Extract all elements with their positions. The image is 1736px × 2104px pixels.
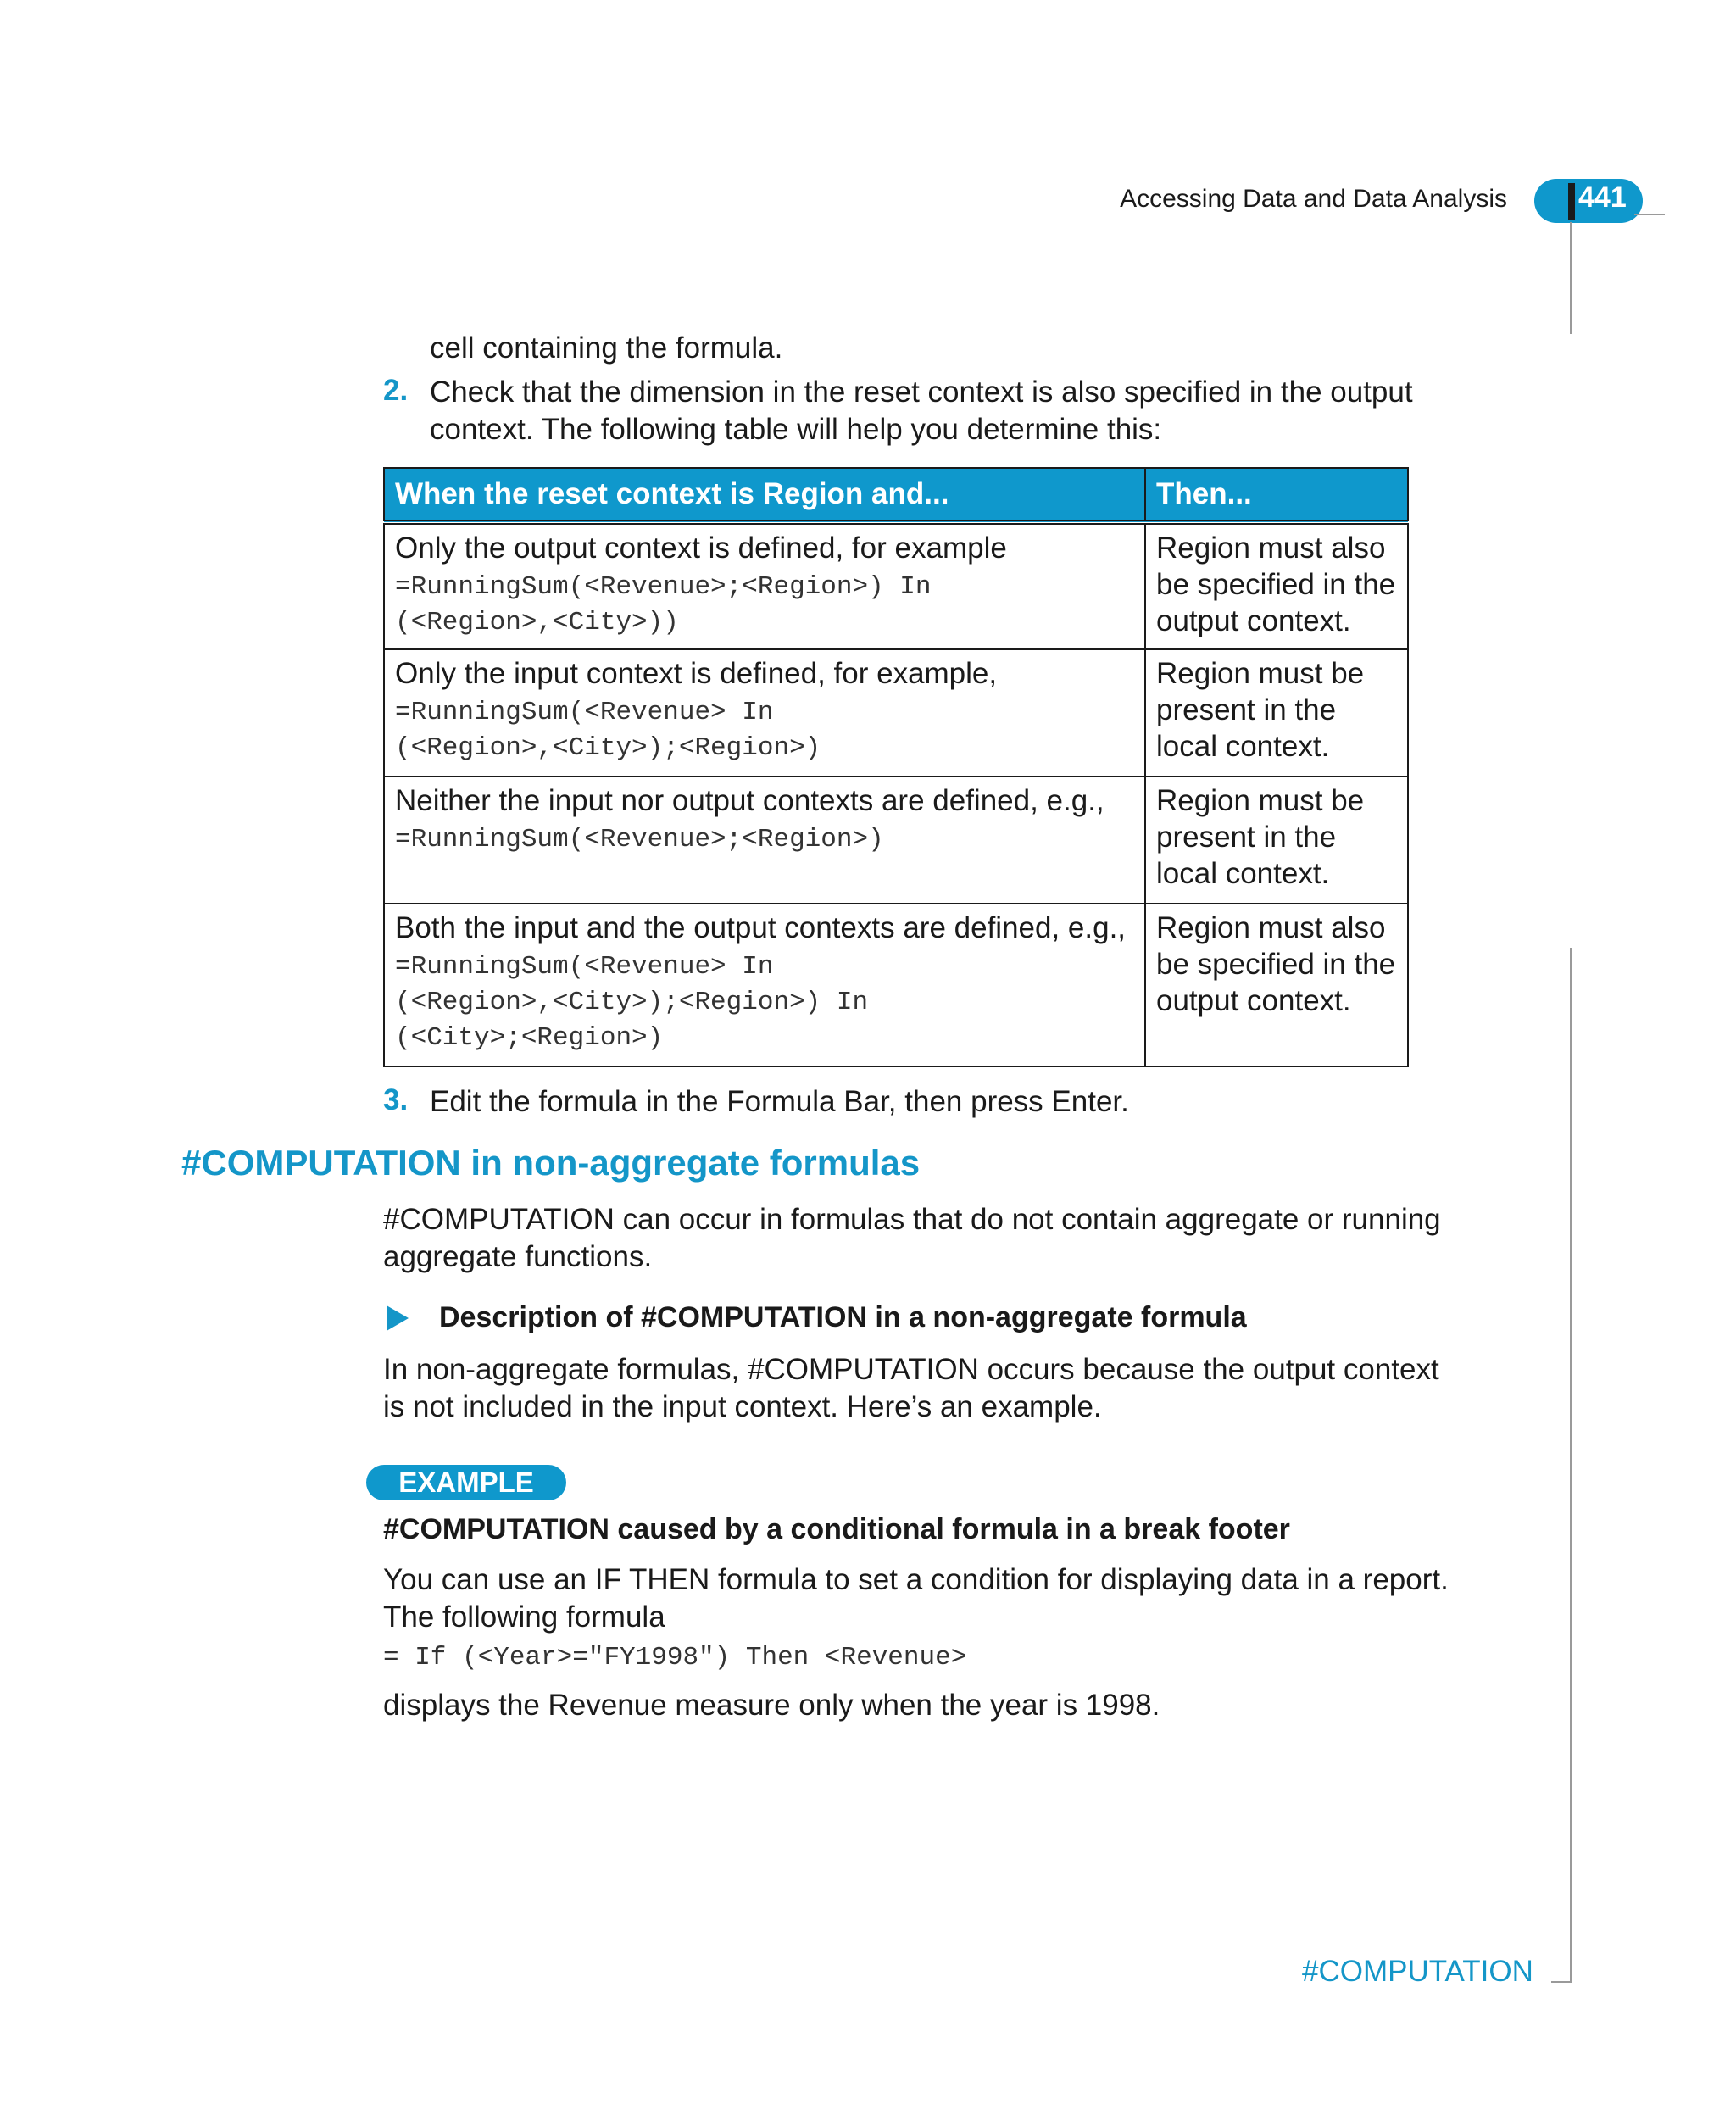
result-text: Region must be present in the local context. xyxy=(1145,776,1408,904)
table-cell xyxy=(384,649,1145,776)
table-row xyxy=(384,776,1408,904)
table-cell xyxy=(384,776,1145,904)
formula-code: =RunningSum(<Revenue>;<Region>) In (<Region>,<City>)) xyxy=(395,572,932,637)
condition-text: Both the input and the output contexts are defined, e.g., xyxy=(395,911,1127,944)
example-text: The following formula xyxy=(383,1600,665,1634)
description-text: is not included in the input context. Here’s an example. xyxy=(383,1390,1102,1423)
formula-code: = If (<Year>="FY1998") Then <Revenue> xyxy=(383,1643,967,1673)
table-header-cell: Then... xyxy=(1145,468,1408,522)
result-text: Region must be present in the local context. xyxy=(1145,649,1408,776)
subheading: Description of #COMPUTATION in a non-aggregate formula xyxy=(439,1301,1247,1333)
section-intro: aggregate functions. xyxy=(383,1240,653,1273)
table-row xyxy=(384,522,1408,649)
table-header-row xyxy=(384,468,1408,522)
margin-rule xyxy=(1634,214,1665,215)
reset-context-table xyxy=(383,467,1409,1067)
formula-code: =RunningSum(<Revenue> In (<Region>,<City>);<Region>) xyxy=(395,698,821,763)
step-text: Edit the formula in the Formula Bar, then press Enter. xyxy=(430,1085,1129,1118)
example-text: displays the Revenue measure only when the year is 1998. xyxy=(383,1689,1160,1722)
triangle-bullet-icon xyxy=(387,1305,409,1331)
example-title: #COMPUTATION caused by a conditional formula in a break footer xyxy=(383,1513,1290,1545)
margin-rule xyxy=(1551,1981,1572,1983)
step-text: Check that the dimension in the reset context is also specified in the output xyxy=(430,376,1413,409)
result-text: Region must also be specified in the output context. xyxy=(1145,904,1408,1066)
step-number: 2. xyxy=(383,374,409,407)
formula-code: =RunningSum(<Revenue> In (<Region>,<City>);<Region>) In (<City>;<Region>) xyxy=(395,952,869,1053)
footer-section-tag: #COMPUTATION xyxy=(1302,1955,1533,1988)
condition-text: Neither the input nor output contexts are defined, e.g., xyxy=(395,784,1104,817)
step-number: 3. xyxy=(383,1083,409,1116)
example-text: You can use an IF THEN formula to set a condition for displaying data in a report. xyxy=(383,1563,1449,1596)
page-number: 441 xyxy=(1578,181,1627,214)
table-row xyxy=(384,904,1408,1066)
margin-rule xyxy=(1570,948,1572,1982)
example-badge: EXAMPLE xyxy=(366,1465,566,1500)
table-header-cell: When the reset context is Region and... xyxy=(384,468,1145,522)
running-title: Accessing Data and Data Analysis xyxy=(1120,185,1507,213)
step-text: context. The following table will help you determine this: xyxy=(430,413,1162,446)
continuation-text: cell containing the formula. xyxy=(430,331,783,365)
condition-text: Only the input context is defined, for example, xyxy=(395,657,998,690)
formula-code: =RunningSum(<Revenue>;<Region>) xyxy=(395,825,884,854)
condition-text: Only the output context is defined, for example xyxy=(395,532,1007,565)
description-text: In non-aggregate formulas, #COMPUTATION occurs because the output context xyxy=(383,1353,1439,1386)
section-heading: #COMPUTATION in non-aggregate formulas xyxy=(181,1143,921,1183)
section-intro: #COMPUTATION can occur in formulas that do not contain aggregate or running xyxy=(383,1203,1441,1236)
result-text: Region must also be specified in the output context. xyxy=(1145,522,1408,649)
page-badge-divider xyxy=(1568,183,1575,220)
table-cell xyxy=(384,522,1145,649)
margin-rule xyxy=(1570,222,1572,334)
table-row xyxy=(384,649,1408,776)
table-cell xyxy=(384,904,1145,1066)
